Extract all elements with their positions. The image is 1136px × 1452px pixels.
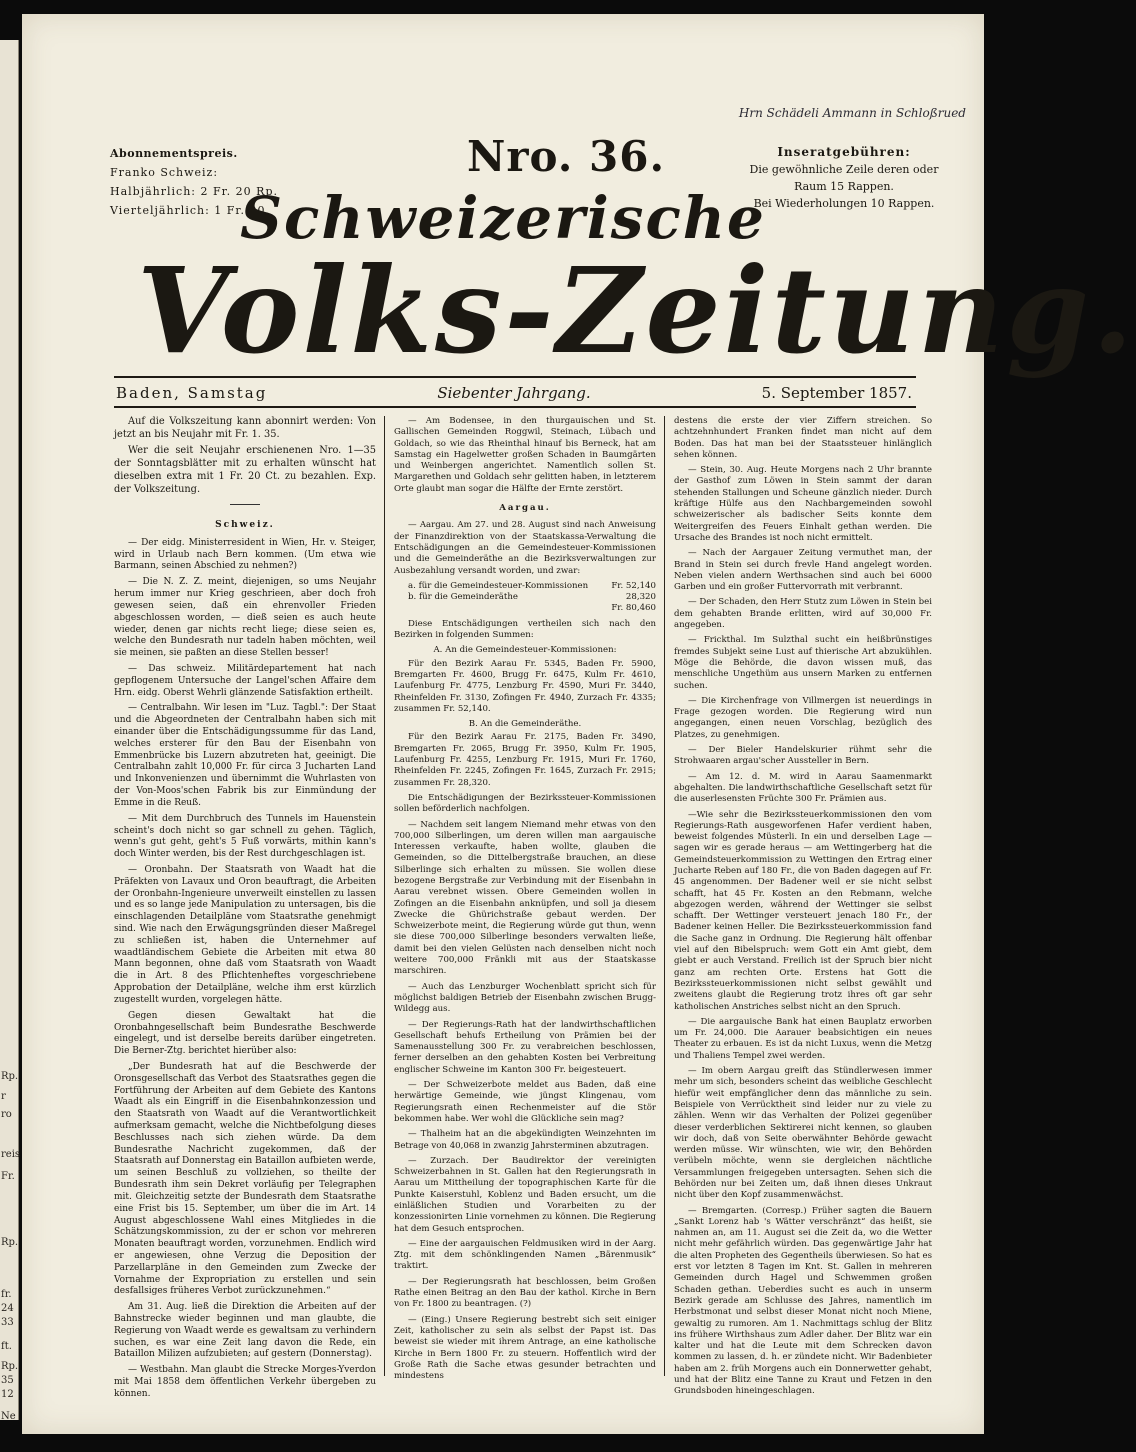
masthead-rule-top: [114, 376, 916, 378]
payment-value: Fr. 52,140: [611, 580, 656, 591]
article-paragraph: — Westbahn. Man glaubt die Strecke Morges-Yverdon mit Mai 1858 dem öffentlichen Verkehr übergeben zu können.: [114, 1365, 376, 1399]
dateline-volume: Siebenter Jahrgang.: [437, 384, 591, 402]
payment-total-line: [394, 603, 656, 614]
article-paragraph: — Thalheim hat an die abgekündigten Weinzehnten im Betrage von 40,068 in zwanzig Jahrsterminen abzutragen.: [394, 1129, 656, 1151]
article-paragraph: — Nach der Aargauer Zeitung vermuthet man, der Brand in Stein sei durch frevle Hand angelegt worden. Neben vielen andern Werthsachen sind auch bei 6000 Garben und ein großer Futtervorrath mit verbrannt.: [674, 548, 932, 593]
article-paragraph: — Am Bodensee, in den thurgauischen und St. Gallischen Gemeinden Roggwil, Steinach, Lübach und Goldach, so wie das Rheinthal hinauf bis Berneck, hat am Samstag ein Hagelwetter großen Schaden in Baumgärten und Weinbergen angerichtet. Namentlich sollen St. Margarethen und Goldach sehr gelitten haben, in letzterem Orte glaubt man sogar die Hälfte der Ernte zerstört.: [394, 416, 656, 494]
article-paragraph: — Eine der aargauischen Feldmusiken wird in der Aarg. Ztg. mit dem schönklingenden Namen „Bärenmusik“ traktirt.: [394, 1238, 656, 1272]
payment-label: a. für die Gemeindesteuer-Kommissionen: [408, 580, 589, 591]
article-paragraph: — Die aargauische Bank hat einen Bauplatz erworben um Fr. 24,000. Die Aarauer beabsichtigen ein neues Theater zu erbauen. Es ist da nicht Luxus, wenn die Metzg und Thaliens Tempel zwei werden.: [674, 1016, 932, 1061]
margin-fragment: ro: [1, 1109, 12, 1120]
advertising-line: Bei Wiederholungen 10 Rappen.: [753, 197, 935, 210]
article-paragraph: Gegen diesen Gewaltakt hat die Oronbahngesellschaft beim Bundesrathe Beschwerde eingelegt, und ist derselbe bereits darüber eingetreten. Die Berner-Ztg. berichtet hierüber also:: [114, 1010, 376, 1057]
advertising-line: Die gewöhnliche Zeile deren oder: [749, 163, 939, 176]
margin-fragment: 24: [1, 1303, 14, 1314]
margin-fragment: Rp.: [1, 1237, 19, 1248]
subscription-heading: Abonnementspreis.: [110, 147, 238, 160]
article-paragraph: — Der eidg. Ministerresident in Wien, Hr. v. Steiger, wird in Urlaub nach Bern kommen. (Um etwa wie Barmann, seinen Abschied zu nehmen?): [114, 537, 376, 572]
article-paragraph: — Der Bieler Handelskurier rühmt sehr die Strohwaaren argau'scher Aussteller in Bern.: [674, 745, 932, 767]
margin-fragment: fr.: [1, 1289, 12, 1300]
article-paragraph: — Am 12. d. M. wird in Aarau Saamenmarkt abgehalten. Die landwirthschaftliche Gesellschaft setzt für die auserlesensten Früchte 300 Fr. Prämien aus.: [674, 771, 932, 805]
article-paragraph: — Zurzach. Der Baudirektor der vereinigten Schweizerbahnen in St. Gallen hat den Regierungsrath in Aarau um Mittheilung der topographischen Karte für die Punkte Kaiserstuhl, Koblenz und Baden ersucht, um die einläßlichen Studien und Vorarbeiten zu der konzessionirten Linie vornehmen zu können. Die Regierung hat dem Gesuch entsprochen.: [394, 1155, 656, 1234]
handwritten-address: Hrn Schädeli Ammann in Schloßrued: [738, 106, 966, 120]
article-paragraph: Am 31. Aug. ließ die Direktion die Arbeiten auf der Bahnstrecke wieder beginnen und man glaubte, die Regierung von Waadt werde es gewaltsam zu verhindern suchen, es war eine Zeit lang davon die Rede, ein Bataillon Milizen aufzubieten; auf gestern (Donnerstag).: [114, 1302, 376, 1360]
payment-total: Fr. 80,460: [611, 603, 656, 614]
article-paragraph: — Nachdem seit langem Niemand mehr etwas von den 700,000 Silberlingen, um deren willen man aargauische Interessen verkaufte, haben wollte, glauben die Gemeinden, so die Dittelbergstraße brauchen, an diese Silberlinge sich erhalten zu müssen. Sie wollen diese bezogene Bergstraße zur Verbindung mit der Eisenbahn in Aarau verebnet wissen. Obere Gemeinden wollen in Zofingen an die Eisenbahn anknüpfen, und soll ja diesem Zwecke die Ghürichstraße gebaut werden. Der Schweizerbote meint, die Regierung würde gut thun, wenn sie diese 700,000 Silberlinge besonders verwalten ließe, damit bei den vielen Gelüsten nach denselben nicht noch weitere 700,000 Fränkli mit aus der Staatskasse marschiren.: [394, 819, 656, 977]
margin-fragment: 35: [1, 1375, 14, 1386]
issue-number: Nro. 36.: [467, 132, 666, 181]
subscription-notice: Auf die Volkszeitung kann abonnirt werden: Von jetzt an bis Neujahr mit Fr. 1. 35.: [114, 416, 376, 440]
article-paragraph: —Wie sehr die Bezirkssteuerkommissionen den vom Regierungs-Rath ausgeworfenen Hafer verdient haben, beweist folgendes Müsterli. In ein und derselben Lage — sagen wir es gerade heraus — am Wettingerberg hat die Gemeindsteuerkommission zu Wettingen den Ertrag einer Jucharte Reben auf 180 Fr., die von Baden dagegen auf Fr. 45 angenommen. Der Badener weil er sie nicht selbst schafft, hat 45 Fr. Kosten an den Rebmann, welche abgezogen werden, während der Wettinger sie selbst schafft. Der Wettinger versteuert jenach 180 Fr., der Badener keinen Heller. Die Bezirkssteuerkommission fand die Sache ganz in Ordnung. Die Regierung hält offenbar viel auf den Bibelspruch: wem Gott ein Amt giebt, dem giebt er auch Verstand. Freilich ist der Spruch bier nicht ganz am rechten Orte. Erstens hat Gott die Bezirkssteuerkommissionen nicht selbst gewählt und zweitens glaubt die Regierung trotz ihres oft gar sehr katholischen Anstriches selbst nicht an den Spruch.: [674, 809, 932, 1012]
subscription-line: Vierteljährlich: 1 Fr. 20.: [110, 204, 270, 217]
dateline-date: 5. September 1857.: [761, 384, 912, 402]
previous-page-edge: [0, 40, 19, 1420]
article-paragraph: „Der Bundesrath hat auf die Beschwerde der Oronsgesellschaft das Verbot des Staatsrathes gegen die Fortführung der Arbeiten auf dem Gebiete des Kantons Waadt als ein Eingriff in die Eisenbahnkonzession und den Staatsrath von Waadt auf die Verantwortlichkeit aufmerksam gemacht, welche die Nichtbefolgung dieses Beschlusses nach sich ziehen würde. Da dem Bundesrathe Nachricht zugekommen, daß der Staatsrath auf Donnerstag ein Bataillon aufbieten werde, um seinen Beschluß zu vollziehen, so theilte der Bundesrath ihm sein Dekret vorläufig per Telegraphen mit. Gleichzeitig setzte der Bundesrath dem Staatsrathe eine Frist bis 15. September, um über die im Art. 14 August abgeschlossene Wahl eines Mitgliedes in die Schätzungskommission, zu der er schon vor mehreren Monaten beauftragt worden, vorzunehmen. Endlich wird er angewiesen, ohne Verzug die Deposition der Parzellarpläne in den Gemeinden zum Zwecke der Vornahme der Expropriation zu erstellen und sein desfallsiges früheres Verbot zurückzunehmen.“: [114, 1061, 376, 1297]
margin-fragment: Ne: [1, 1411, 16, 1422]
article-paragraph: — Mit dem Durchbruch des Tunnels im Hauenstein scheint's doch nicht so gar schnell zu gehen. Täglich, wenn's gut geht, geht's 5 Fuß vorwärts, mithin kann's doch Winter werden, bis der Rest durchgeschlagen ist.: [114, 813, 376, 860]
margin-fragment: reis: [1, 1149, 21, 1160]
subscription-notice: Wer die seit Neujahr erschienenen Nro. 1—35 der Sonntagsblätter mit zu erhalten wünscht hat dieselben extra mit 1 Fr. 20 Ct. zu bezahlen. Exp. der Volkszeitung.: [114, 445, 376, 495]
margin-fragment: ft.: [1, 1341, 12, 1352]
article-paragraph: — Die N. Z. Z. meint, diejenigen, so ums Neujahr herum immer nur Krieg geschrieen, aber doch froh gewesen seien, daß ein ehrenvoller Frieden abgeschlossen worden, — dieß seien es auch heute wieder, denen gar nichts recht liege; diese seien es, welche den Bundesrath nur tadeln haben möchten, weil sie meinen, sie paßten an diese Stellen besser!: [114, 577, 376, 659]
article-paragraph: Für den Bezirk Aarau Fr. 2175, Baden Fr. 3490, Bremgarten Fr. 2065, Brugg Fr. 3950, Kulm Fr. 1905, Laufenburg Fr. 4255, Lenzburg Fr. 1915, Muri Fr. 1760, Rheinfelden Fr. 2245, Zofingen Fr. 1645, Zurzach Fr. 2915; zusammen Fr. 28,320.: [394, 732, 656, 788]
article-paragraph: — Aargau. Am 27. und 28. August sind nach Anweisung der Finanzdirektion von der Staatskassa-Verwaltung die Entschädigungen an die Gemeindesteuer-Kommissionen und die Gemeinderäthe an die Bezirksverwaltungen zur Ausbezahlung versandt worden, und zwar:: [394, 520, 656, 576]
article-paragraph: Für den Bezirk Aarau Fr. 5345, Baden Fr. 5900, Bremgarten Fr. 4600, Brugg Fr. 6475, Kulm Fr. 4610, Laufenburg Fr. 4775, Lenzburg Fr. 4590, Muri Fr. 3440, Rheinfelden Fr. 3130, Zofingen Fr. 4940, Zurzach Fr. 4335; zusammen Fr. 52,140.: [394, 658, 656, 714]
margin-fragment: 33: [1, 1317, 14, 1328]
separator: [114, 500, 376, 512]
column-2: [394, 416, 656, 1386]
article-paragraph: — Der Schweizerbote meldet aus Baden, daß eine herwärtige Gemeinde, wie jüngst Klingenau, vom Regierungsrath einen Rechenmeister auf die Stör bekommen habe. Wer wohl die Glückliche sein mag?: [394, 1080, 656, 1124]
dateline: [116, 382, 912, 404]
article-paragraph: — Bremgarten. (Corresp.) Früher sagten die Bauern „Sankt Lorenz hab 's Wätter verschränzt“ das heißt, sie nahmen an, am 11. August sei die Zeit da, wo die Wetter nicht mehr gefährlich würden. Das gegenwärtige Jahr hat die alten Propheten des Gegentheils überwiesen. So hat es erst vor letzten 8 Tagen im Knt. St. Gallen in mehreren Gemeinden durch Hagel und Schwemmen großen Schaden gethan. Ueberdies sucht es auch in unserm Bezirk gerade am Schlusse des Jahres, namentlich im Herbstmonat und selbst dieser Monat nicht noch Miene, gewaltig zu rumoren. Am 1. Nachmittags schlug der Blitz ins frühere Wirthshaus zum Adler daher. Der Blitz war ein kalter und hat die Leute mit dem Schrecken davon kommen zu lassen, d. h. er zündete nicht. Wir Badenbieter haben am 2. früh Morgens auch ein Donnerwetter gehabt, und hat der Blitz eine Tanne zu Kraut und Fetzen in den Grundsboden hineingeschlagen.: [674, 1205, 932, 1397]
article-paragraph: — Frickthal. Im Sulzthal sucht ein heißbrünstiges fremdes Subjekt seine Lust auf thierische Art abzukühlen. Möge die Behörde, die davon wissen muß, das menschliche Ungethüm aus unsern Marken zu entfernen suchen.: [674, 635, 932, 691]
masthead-rule-bottom: [114, 406, 916, 408]
margin-fragment: Fr.: [1, 1171, 15, 1182]
margin-fragment: 12: [1, 1389, 14, 1400]
article-paragraph: destens die erste der vier Ziffern streichen. So achtzehnhundert Franken findet man nicht auf dem Boden. Das hat man bei der Staatssteuer hinlänglich sehen können.: [674, 416, 932, 460]
article-paragraph: — Der Regierungs-Rath hat der landwirthschaftlichen Gesellschaft behufs Ertheilung von Prämien bei der Samenausstellung 300 Fr. zu verabreichen beschlossen, ferner derselben an den gehabten Kosten bei Verbreitung englischer Schweine im Kanton 300 Fr. beigesteuert.: [394, 1019, 656, 1075]
newspaper-page: [22, 14, 1136, 1434]
article-paragraph: — (Eing.) Unsere Regierung bestrebt sich seit einiger Zeit, katholischer zu sein als selbst der Papst ist. Das beweist sie wieder mit ihrem Antrage, an eine katholische Kirche in Bern 1800 Fr. zu steuern. Hoffentlich wird der Große Rath die Sache etwas gesunder betrachten und mindestens: [394, 1314, 656, 1382]
subscription-line: Franko Schweiz:: [110, 166, 219, 179]
article-paragraph: — Der Regierungsrath hat beschlossen, beim Großen Rathe einen Beitrag an den Bau der kathol. Kirche in Bern von Fr. 1800 zu beantragen. (?): [394, 1276, 656, 1310]
margin-fragment: r: [1, 1091, 6, 1102]
column-1: [114, 416, 376, 1405]
payment-label: b. für die Gemeinderäthe: [408, 592, 518, 603]
article-paragraph: — Stein, 30. Aug. Heute Morgens nach 2 Uhr brannte der Gasthof zum Löwen in Stein sammt der daran stehenden Stallungen und Scheune gänzlich nieder. Durch kräftige Hülfe aus den Nachbargemeinden sowohl schweizerischer als badischer Seits konnte dem Weitergreifen des Feuers Einhalt gethan werden. Die Ursache des Brandes ist noch nicht ermittelt.: [674, 465, 932, 543]
article-paragraph: — Der Schaden, den Herr Stutz zum Löwen in Stein bei dem gehabten Brande erlitten, wird auf 30,000 Fr. angegeben.: [674, 597, 932, 631]
article-paragraph: — Die Kirchenfrage von Villmergen ist neuerdings in Frage gezogen worden. Die Regierung wird nun angegangen, einen neuen Vorschlag, bezüglich des Platzes, zu genehmigen.: [674, 695, 932, 740]
article-paragraph: — Das schweiz. Militärdepartement hat nach gepflogenem Untersuche der Langel'schen Affaire dem Hrn. eidg. Oberst Wehrli glänzende Satisfaktion ertheilt.: [114, 663, 376, 698]
section-heading: Aargau.: [499, 503, 551, 514]
margin-fragment: Rp.: [1, 1071, 19, 1082]
advertising-heading: Inseratgebühren:: [777, 145, 911, 159]
article-paragraph: — Auch das Lenzburger Wochenblatt spricht sich für möglichst baldigen Betrieb der Eisenbahn zwischen Brugg-Wildegg aus.: [394, 981, 656, 1015]
margin-fragment: Rp.: [1, 1361, 19, 1372]
dateline-place: Baden, Samstag: [116, 384, 268, 402]
article-paragraph: Die Entschädigungen der Bezirkssteuer-Kommissionen sollen beförderlich nachfolgen.: [394, 792, 656, 815]
payment-line: [394, 592, 656, 603]
masthead-line1: Schweizerische: [240, 184, 766, 252]
column-divider: [384, 416, 385, 1376]
masthead-line2: Volks-Zeitung.: [137, 241, 1136, 380]
advertising-line: Raum 15 Rappen.: [794, 180, 894, 193]
column-3: [674, 416, 932, 1402]
subheading: A. An die Gemeindesteuer-Kommissionen:: [433, 645, 617, 656]
article-paragraph: — Oronbahn. Der Staatsrath von Waadt hat die Präfekten von Lavaux und Oron beauftragt, die Arbeiten der Oronbahn-Ingenieure unverweilt einstellen zu lassen und es so lange jede Manipulation zu untersagen, bis die einschlagenden Detailpläne vom Staatsrathe genehmigt sind. Wie nach den Erwägungsgründen dieser Maßregel zu schließen ist, haben die Unternehmer auf waadtländischem Gebiete die Arbeiten mit etwa 80 Mann begonnen, ohne daß vom Staatsrath von Waadt die in Art. 8 des Pflichtenheftes vorgeschriebene Approbation der Detailpläne, welche ihm erst kürzlich zugestellt wurden, vorgelegen hätte.: [114, 864, 376, 1005]
payment-line: [394, 581, 656, 592]
subheading: B. An die Gemeinderäthe.: [468, 719, 582, 730]
article-paragraph: — Im obern Aargau greift das Stündlerwesen immer mehr um sich, besonders scheint das weibliche Geschlecht hiefür weit empfänglicher denn das männliche zu sein. Beispiele von Verrücktheit sind leider nur zu viele zu zählen. Wenn wir das Verhalten der Polizei gegenüber dieser verderblichen Sektirerei nicht kennen, so glauben wir doch, daß von Seite oberwähnter Behörde gewacht werden müsse. Wir wünschten, wie wir, den Behörden verübeln möchte, wenn sie dergleichen nächtliche Versammlungen freigegeben untersagten. Sehen sich die Behörden nur bei Zeiten um, daß ihnen dieses Unkraut nicht über den Kopf zusammenwächst.: [674, 1066, 932, 1201]
column-divider: [664, 416, 665, 1376]
payment-value: 28,320: [625, 592, 656, 603]
subscription-line: Halbjährlich: 2 Fr. 20 Rp.: [110, 185, 278, 198]
article-paragraph: — Centralbahn. Wir lesen im "Luz. Tagbl.": Der Staat und die Abgeordneten der Centralbahn haben sich mit einander über die Entschädigungssumme für das Land, welches ersterer für den Bau der Eisenbahn von Emmenbrücke bis Luzern abzutreten hat, geeinigt. Die Centralbahn zahlt 10,000 Fr. für circa 3 Jucharten Land und Inkonvenienzen und übernimmt die Wuhrlasten von der Von-Moos'schen Fabrik bis zur Einmündung der Emme in die Reuß.: [114, 703, 376, 808]
article-paragraph: Diese Entschädigungen vertheilen sich nach den Bezirken in folgenden Summen:: [394, 618, 656, 641]
section-heading: Schweiz.: [215, 520, 275, 531]
